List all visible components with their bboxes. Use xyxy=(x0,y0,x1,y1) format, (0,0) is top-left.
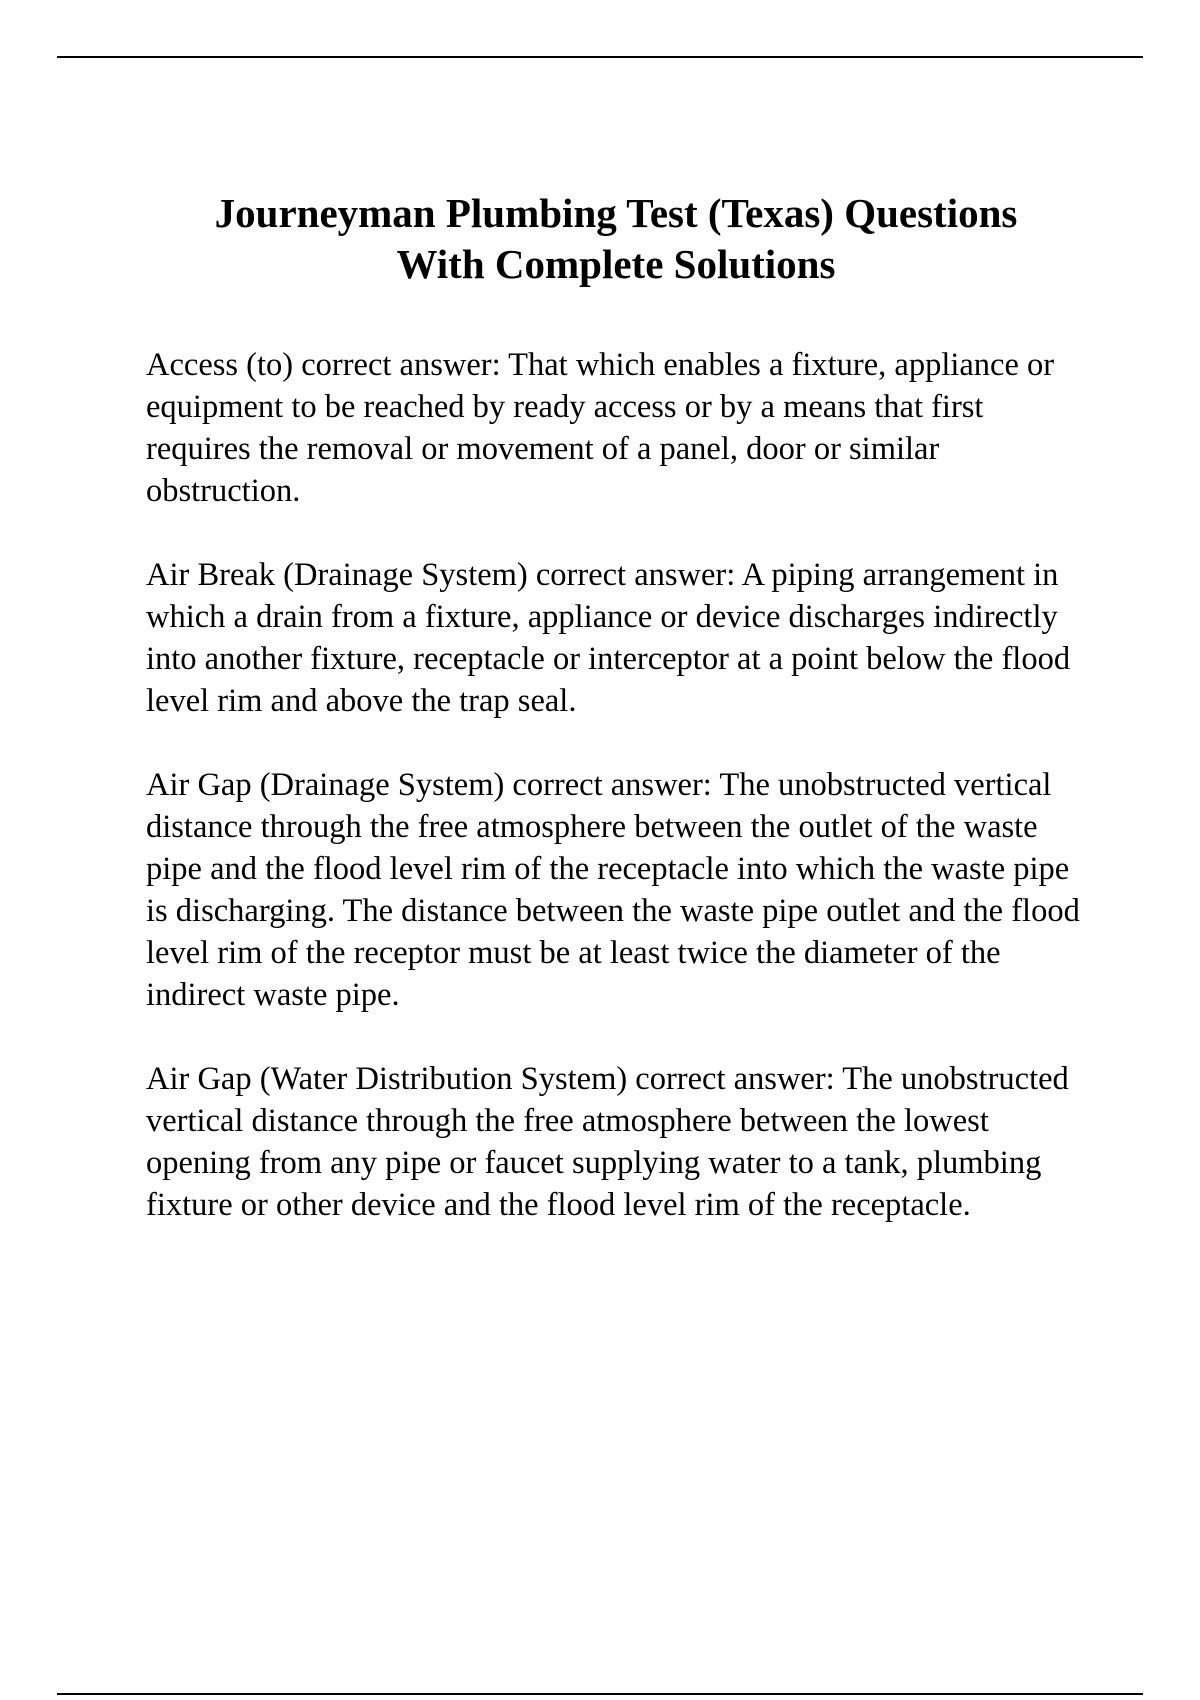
definition-air-break-drainage: Air Break (Drainage System) correct answer: A piping arrangement in which a drain from a fixture, appliance or device discharges indirectly into another fixture, receptacle or interceptor at a point below the flood level rim and above the trap seal. xyxy=(146,557,1071,719)
document-title xyxy=(146,188,1086,290)
definition-air-gap-water-distribution: Air Gap (Water Distribution System) correct answer: The unobstructed vertical distance through the free atmosphere between the lowest opening from any pipe or faucet supplying water to a tank, plumbing fixture or other device and the flood level rim of the receptacle. xyxy=(146,1061,1069,1223)
definition-access: Access (to) correct answer: That which enables a fixture, appliance or equipment to be reached by ready access or by a means that first requires the removal or movement of a panel, door or similar obstruction. xyxy=(146,347,1055,509)
top-rule xyxy=(57,56,1143,58)
page-content xyxy=(146,188,1086,1226)
title-line-2: With Complete Solutions xyxy=(396,241,836,287)
bottom-rule xyxy=(57,1693,1143,1695)
definition-list xyxy=(146,344,1086,1226)
definition-air-gap-drainage: Air Gap (Drainage System) correct answer: The unobstructed vertical distance through the free atmosphere between the outlet of the waste pipe and the flood level rim of the receptacle into which the waste pipe is discharging. The distance between the waste pipe outlet and the flood level rim of the receptor must be at least twice the diameter of the indirect waste pipe. xyxy=(146,767,1080,1013)
title-line-1: Journeyman Plumbing Test (Texas) Questions xyxy=(214,190,1018,236)
